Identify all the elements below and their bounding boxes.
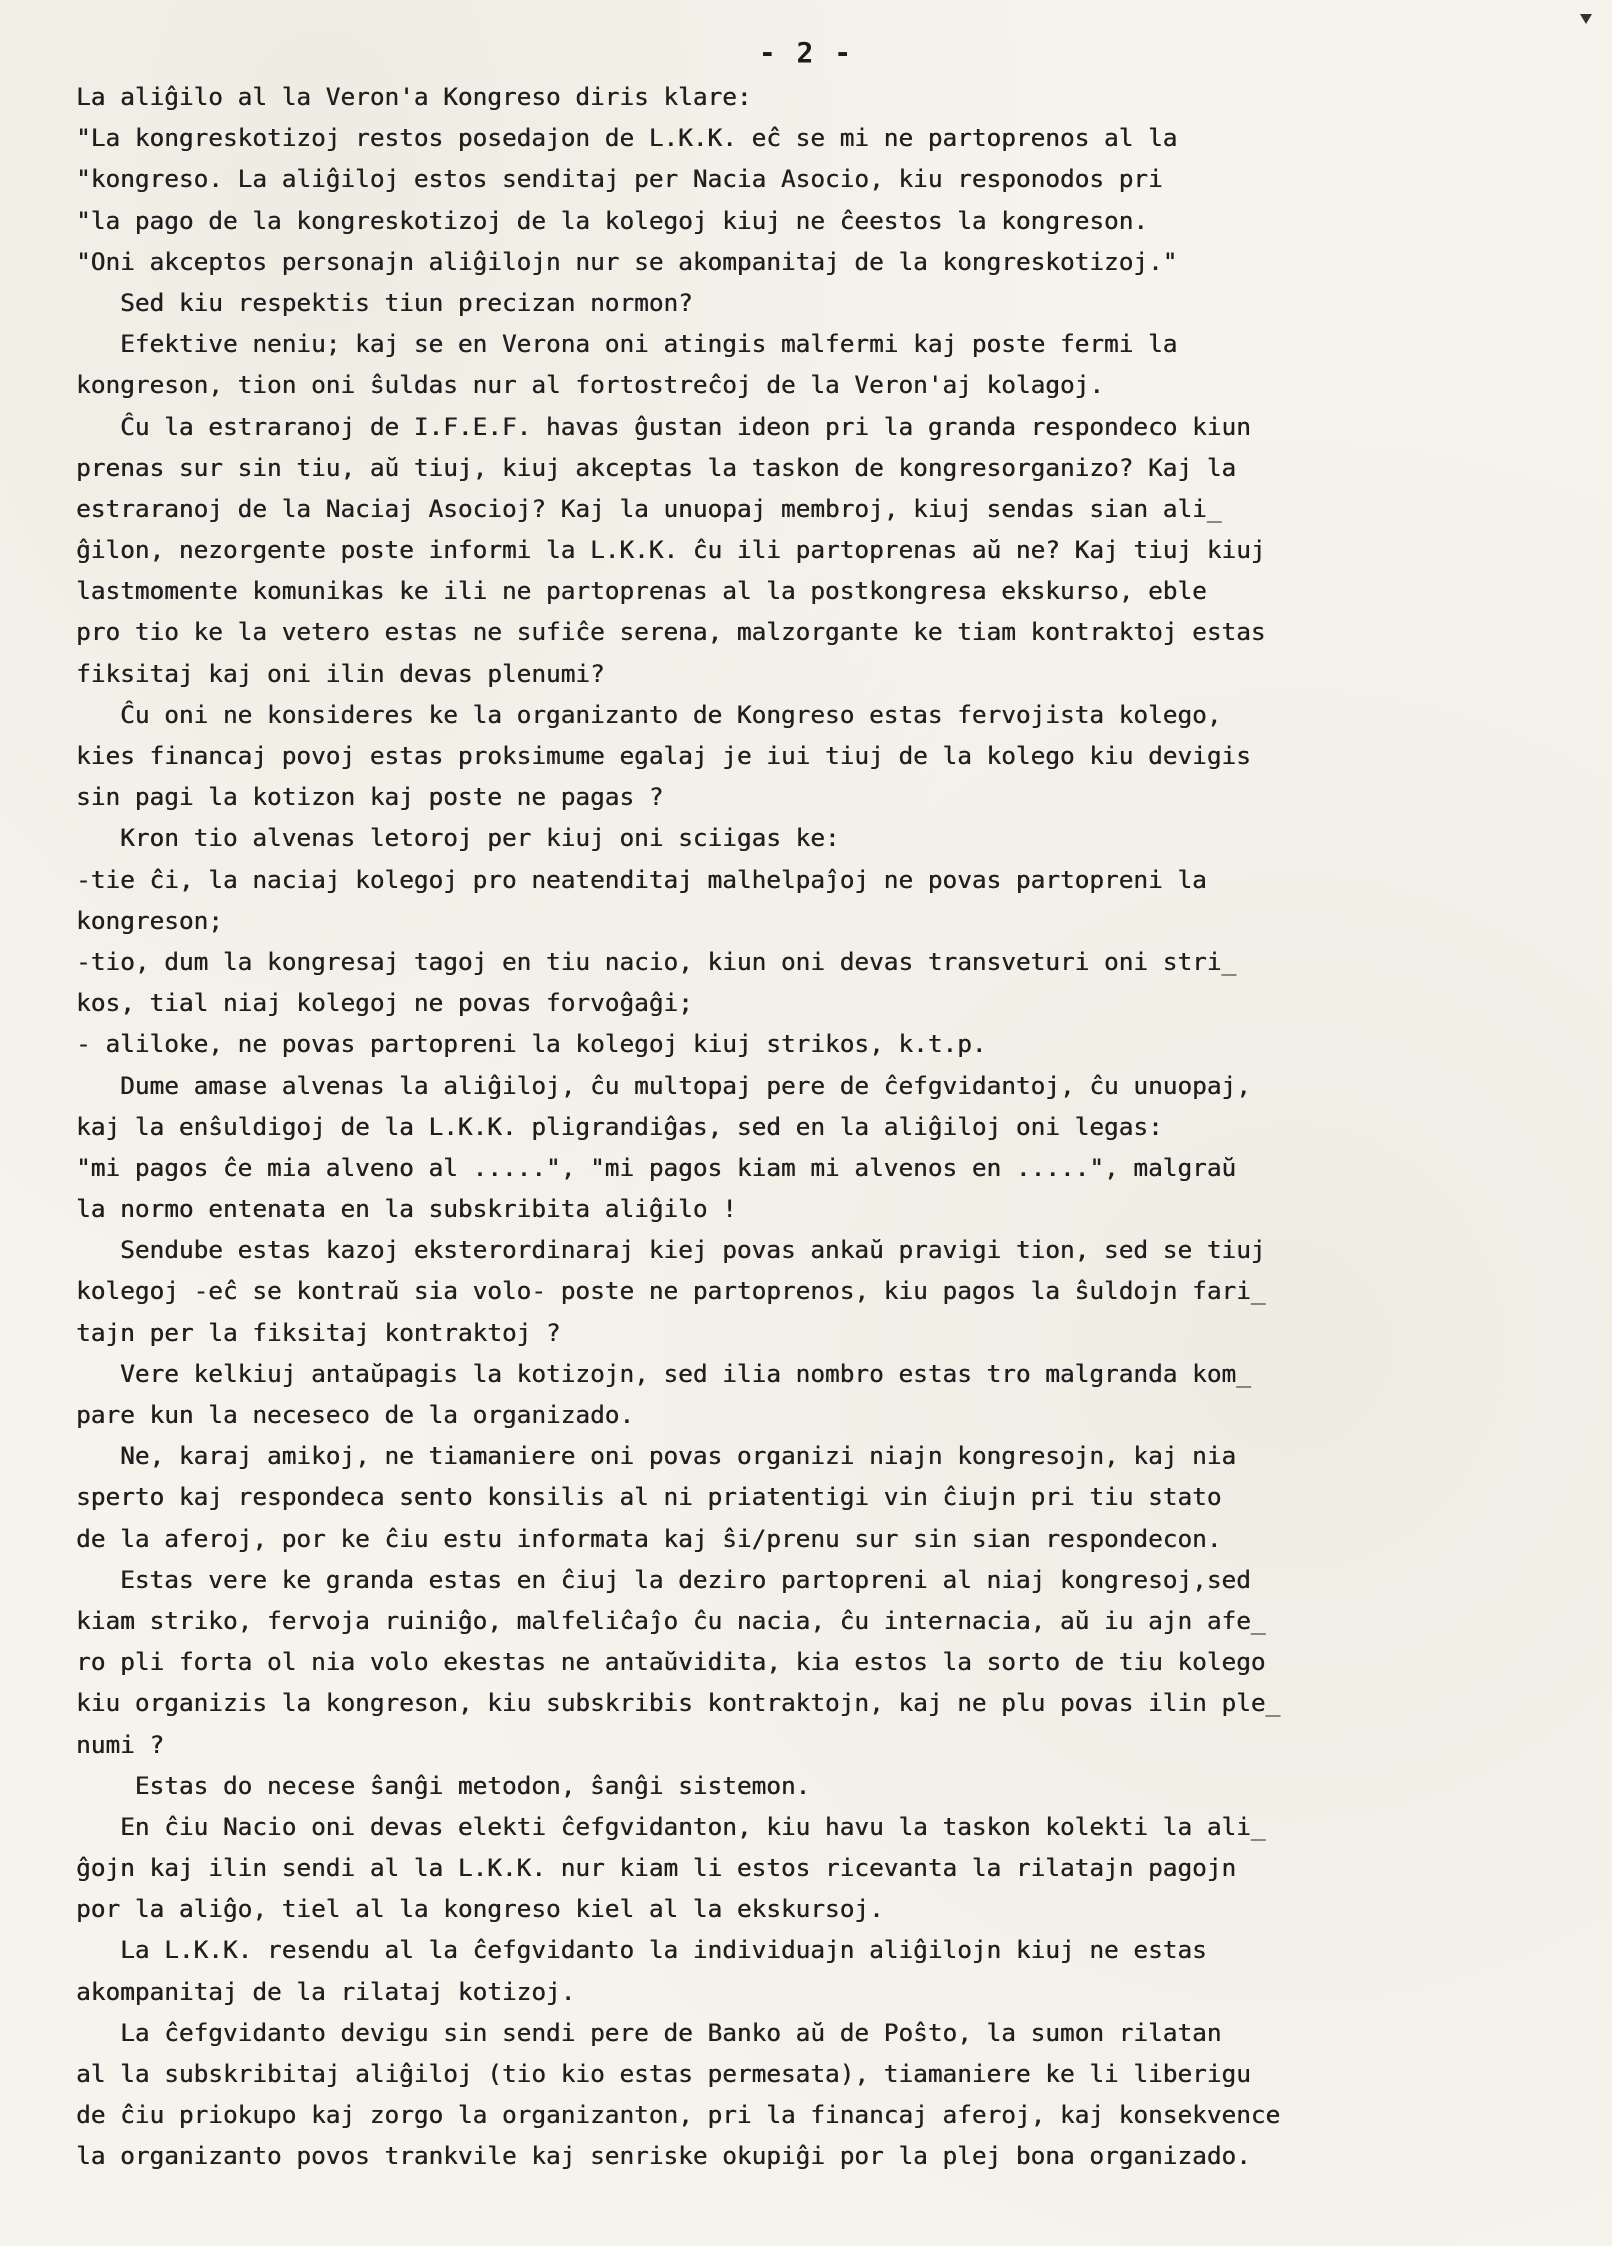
text-line: Estas vere ke granda estas en ĉiuj la deziro partopreni al niaj kongresoj,sed <box>76 1564 1251 1594</box>
text-line: kaj la enŝuldigoj de la L.K.K. pligrandiĝas, sed en la aliĝiloj oni legas: <box>76 1111 1163 1141</box>
text-line: kiam striko, fervoja ruiniĝo, malfeliĉaĵo ĉu nacia, ĉu internacia, aŭ iu ajn afe_ <box>76 1605 1266 1635</box>
text-line: Dume amase alvenas la aliĝiloj, ĉu multopaj pere de ĉefgvidantoj, ĉu unuopaj, <box>76 1070 1251 1100</box>
text-line: "mi pagos ĉe mia alveno al .....", "mi pagos kiam mi alvenos en .....", malgraŭ <box>76 1152 1237 1182</box>
text-line: pare kun la neceseco de la organizado. <box>76 1400 635 1429</box>
text-line: Ĉu la estraranoj de I.F.E.F. havas ĝustan ideon pri la granda respondeco kiun <box>76 411 1251 441</box>
text-line: "Oni akceptos personajn aliĝilojn nur se akompanitaj de la kongreskotizoj." <box>76 246 1178 276</box>
text-line: de ĉiu priokupo kaj zorgo la organizanton, pri la financaj aferoj, kaj konsekvence <box>76 2100 1281 2130</box>
text-line: kongreson, tion oni ŝuldas nur al fortostreĉoj de la Veron'aj kolagoj. <box>76 370 1104 400</box>
text-line: lastmomente komunikas ke ili ne partoprenas al la postkongresa ekskurso, eble <box>76 576 1207 606</box>
text-line: kongreson; <box>76 905 223 935</box>
text-line: La aliĝilo al la Veron'a Kongreso diris klare: <box>76 82 752 111</box>
text-line: "la pago de la kongreskotizoj de la kolegoj kiuj ne ĉeestos la kongreson. <box>76 205 1148 235</box>
text-line: akompanitaj de la rilataj kotizoj. <box>76 1976 576 2006</box>
corner-mark-icon <box>1580 14 1592 24</box>
text-line: "La kongreskotizoj restos posedajon de L.K.K. eĉ se mi ne partoprenos al la <box>76 123 1178 153</box>
text-line: Efektive neniu; kaj se en Verona oni atingis malfermi kaj poste fermi la <box>76 329 1178 359</box>
text-line: -tie ĉi, la naciaj kolegoj pro neatenditaj malhelpaĵoj ne povas partopreni la <box>76 864 1207 894</box>
text-line: kolegoj -eĉ se kontraŭ sia volo- poste ne partoprenos, kiu pagos la ŝuldojn fari_ <box>76 1276 1266 1306</box>
text-line: Vere kelkiuj antaŭpagis la kotizojn, sed ilia nombro estas tro malgranda kom_ <box>76 1358 1251 1388</box>
text-line: fiksitaj kaj oni ilin devas plenumi? <box>76 658 605 688</box>
text-line: ĝilon, nezorgente poste informi la L.K.K. ĉu ili partoprenas aŭ ne? Kaj tiuj kiuj <box>76 535 1266 565</box>
text-line: al la subskribitaj aliĝiloj (tio kio estas permesata), tiamaniere ke li liberigu <box>76 2059 1251 2088</box>
text-line: Sendube estas kazoj eksterordinaraj kiej povas ankaŭ pravigi tion, sed se tiuj <box>76 1235 1266 1265</box>
text-line: ro pli forta ol nia volo ekestas ne antaŭvidita, kia estos la sorto de tiu kolego <box>76 1647 1266 1677</box>
text-line: de la aferoj, por ke ĉiu estu informata kaj ŝi/prenu sur sin sian respondecon. <box>76 1523 1222 1553</box>
text-line: prenas sur sin tiu, aŭ tiuj, kiuj akceptas la taskon de kongresorganizo? Kaj la <box>76 452 1237 482</box>
text-line: Estas do necese ŝanĝi metodon, ŝanĝi sistemon. <box>76 1770 811 1800</box>
text-line: kiu organizis la kongreson, kiu subskribis kontraktojn, kaj ne plu povas ilin ple_ <box>76 1688 1281 1718</box>
document-body <box>76 76 1546 2177</box>
text-line: la normo entenata en la subskribita aliĝilo ! <box>76 1194 737 1224</box>
text-line: pro tio ke la vetero estas ne sufiĉe serena, malzorgante ke tiam kontraktoj estas <box>76 617 1266 647</box>
text-line: numi ? <box>76 1729 165 1759</box>
text-line: La L.K.K. resendu al la ĉefgvidanto la individuajn aliĝilojn kiuj ne estas <box>76 1935 1207 1965</box>
text-line: por la aliĝo, tiel al la kongreso kiel al la ekskursoj. <box>76 1894 884 1924</box>
text-line: kos, tial niaj kolegoj ne povas forvoĝaĝi; <box>76 988 693 1018</box>
text-line: Kron tio alvenas letoroj per kiuj oni sciigas ke: <box>76 823 840 853</box>
text-line: Ne, karaj amikoj, ne tiamaniere oni povas organizi niajn kongresojn, kaj nia <box>76 1441 1237 1471</box>
text-line: ĝojn kaj ilin sendi al la L.K.K. nur kiam li estos ricevanta la rilatajn pagojn <box>76 1853 1237 1883</box>
text-line: - aliloke, ne povas partopreni la kolegoj kiuj strikos, k.t.p. <box>76 1029 987 1059</box>
text-line: -tio, dum la kongresaj tagoj en tiu nacio, kiun oni devas transveturi oni stri_ <box>76 946 1237 976</box>
text-line: kies financaj povoj estas proksimume egalaj je iui tiuj de la kolego kiu devigis <box>76 741 1251 770</box>
text-line: "kongreso. La aliĝiloj estos senditaj per Nacia Asocio, kiu responodos pri <box>76 164 1163 194</box>
text-line: sin pagi la kotizon kaj poste ne pagas ? <box>76 782 664 812</box>
text-line: la organizanto povos trankvile kaj senriske okupiĝi por la plej bona organizado. <box>76 2141 1251 2171</box>
page-number: - 2 - <box>758 36 854 69</box>
text-line: tajn per la fiksitaj kontraktoj ? <box>76 1317 561 1347</box>
text-line: Sed kiu respektis tiun precizan normon? <box>76 287 693 317</box>
text-line: En ĉiu Nacio oni devas elekti ĉefgvidanton, kiu havu la taskon kolekti la ali_ <box>76 1811 1266 1841</box>
text-line: sperto kaj respondeca sento konsilis al ni priatentigi vin ĉiujn pri tiu stato <box>76 1482 1222 1512</box>
text-line: Ĉu oni ne konsideres ke la organizanto de Kongreso estas fervojista kolego, <box>76 699 1222 729</box>
text-line: estraranoj de la Naciaj Asocioj? Kaj la unuopaj membroj, kiuj sendas sian ali_ <box>76 493 1222 523</box>
text-line: La ĉefgvidanto devigu sin sendi pere de Banko aŭ de Poŝto, la sumon rilatan <box>76 2017 1222 2047</box>
